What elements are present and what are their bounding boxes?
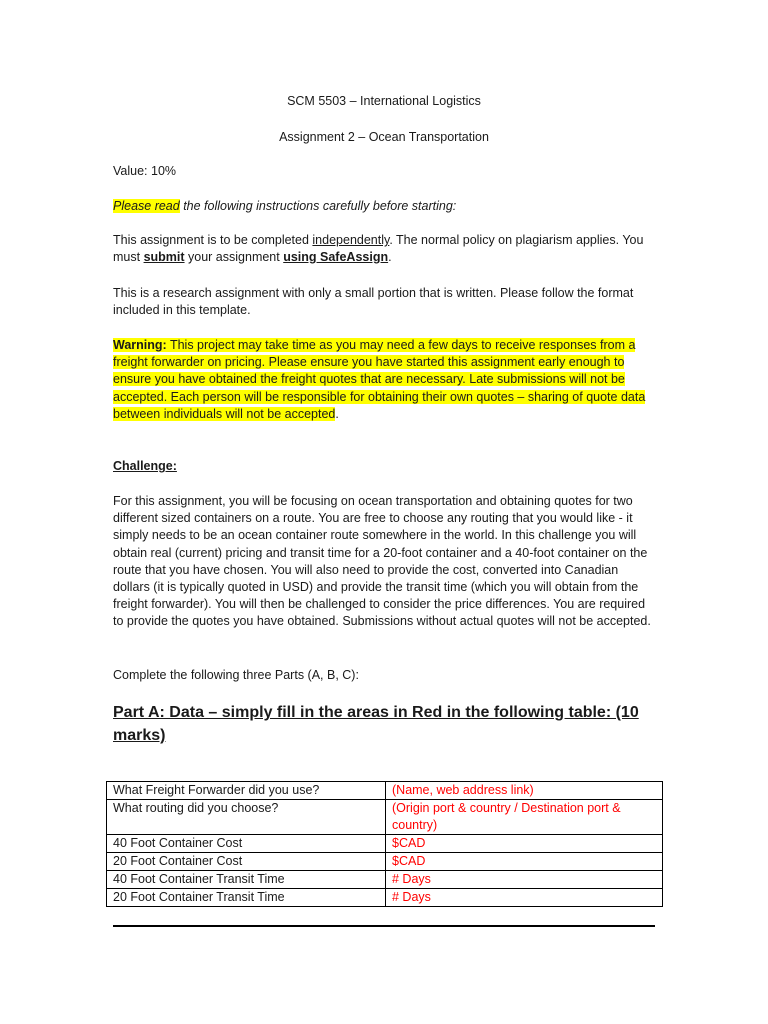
safeassign-text: using SafeAssign <box>283 250 389 265</box>
table-row <box>107 782 663 800</box>
policy-text-1: This assignment is to be completed <box>113 233 313 247</box>
complete-line: Complete the following three Parts (A, B, C): <box>113 668 359 682</box>
table-row <box>107 853 663 871</box>
research-note: This is a research assignment with only a small portion that is written. Please follow the format included in this template. <box>113 286 634 318</box>
independently-text: independently <box>312 233 390 247</box>
instructions-rest: the following instructions carefully before starting: <box>179 199 457 213</box>
table-question: 40 Foot Container Transit Time <box>107 871 386 889</box>
table-row <box>107 871 663 889</box>
warning-end: . <box>335 406 339 421</box>
submit-text: submit <box>143 250 185 265</box>
instructions-line <box>113 198 658 215</box>
table-row <box>107 835 663 853</box>
table-answer[interactable]: # Days <box>386 889 663 907</box>
table-answer[interactable]: $CAD <box>386 853 663 871</box>
part-a-heading: Part A: Data – simply fill in the areas in Red in the following table: (10 marks) <box>113 704 639 744</box>
quote-table <box>106 781 663 907</box>
warning-text: This project may take time as you may need a few days to receive responses from a freight forwarder on pricing. Please ensure you have started this assignment early enough to ensure you have obtained the freight quotes that are necessary. Late submissions will not be accepted. Each person will be responsible for obtaining their own quotes – sharing of quote data between individuals will not be accepted <box>113 338 646 421</box>
table-answer[interactable]: $CAD <box>386 835 663 853</box>
table-row <box>107 889 663 907</box>
divider-line <box>113 925 655 927</box>
assignment-title: Assignment 2 – Ocean Transportation <box>279 130 489 144</box>
value-line: Value: 10% <box>113 164 177 178</box>
policy-paragraph <box>113 232 658 266</box>
table-question: What routing did you choose? <box>107 800 386 835</box>
warning-paragraph <box>113 337 658 423</box>
policy-text-3: your assignment <box>184 250 284 265</box>
table-row <box>107 800 663 835</box>
warning-label: Warning: <box>113 338 167 352</box>
warning-highlight <box>113 338 645 421</box>
table-question: 20 Foot Container Cost <box>107 853 386 871</box>
table-question: 40 Foot Container Cost <box>107 835 386 853</box>
table-question: What Freight Forwarder did you use? <box>107 782 386 800</box>
table-answer[interactable]: (Name, web address link) <box>386 782 663 800</box>
table-question: 20 Foot Container Transit Time <box>107 889 386 907</box>
challenge-heading: Challenge: <box>113 459 177 473</box>
table-answer[interactable]: # Days <box>386 871 663 889</box>
challenge-paragraph: For this assignment, you will be focusing on ocean transportation and obtaining quotes for two different sized containers on a route. You are free to choose any routing that you would like - it simply needs to be an ocean container route somewhere in the world. In this challenge you will obtain real (current) pricing and transit time for a 20-foot container and a 40-foot container on the route that you have chosen. You will also need to provide the cost, converted into Canadian dollars (it is typically quoted in USD) and provide the transit time (which you will obtain from the freight forwarder). You will then be challenged to consider the price differences. You are required to provide the quotes you have obtained. Submissions without actual quotes will not be accepted. <box>113 494 651 629</box>
please-read-highlight: Please read <box>113 199 180 213</box>
policy-text-2: . The normal policy on plagiarism applies. You must <box>113 233 644 265</box>
course-title: SCM 5503 – International Logistics <box>287 94 481 108</box>
policy-text-4: . <box>388 250 392 265</box>
table-answer[interactable]: (Origin port & country / Destination port & country) <box>386 800 663 835</box>
